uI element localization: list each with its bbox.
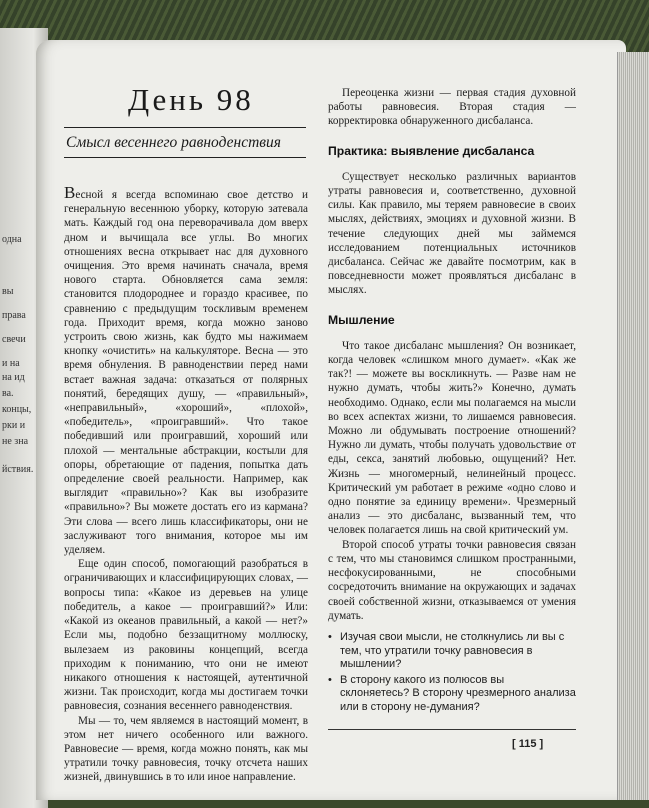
left-fragment: одна <box>2 234 22 245</box>
list-item: • В сторону какого из полюсов вы склоняетесь? В сторону чрезмерного анализа или в сторону не-думания? <box>328 674 576 715</box>
chapter-subtitle: Смысл весеннего равноденствия <box>66 134 281 151</box>
left-fragment: свечи <box>2 334 26 345</box>
section-heading-practice: Практика: выявление дисбаланса <box>328 143 535 158</box>
drop-cap: В <box>64 183 76 202</box>
paragraph: Что такое дисбаланс мышления? Он возникает, когда человек «слишком много думает». «Как же так?! — можете вы воскликнуть. — Разве нам не нужно думать, чтобы жить?» Конечно, думать необходимо. Однако, если мы полагаемся на мысли во всех аспектах жизни, то лишаемся равновесия. Можно ли обдумывать построение отношений? Нужно ли думать, чтобы получать удовольствие от еды, секса, занятий любовью, ощущений? Нет. Жизнь — многомерный, нелинейный процесс. Критический ум работает в режиме «одно слово и одно понятие за единицу времени». Чрезмерный анализ — это дисбаланс, вызванный тем, что человек полагается лишь на свой критический ум. <box>328 339 576 537</box>
paragraph: Еще один способ, помогающий разобраться в ограничивающих и классифицирующих словах, — вопросы типа: «Какое из деревьев на улице победитель, а какое — проигравший?» Или: «Какой из океанов правильный, а какой — нет?» Если мы, подобно беззащитному моллюску, вылезаем из раковины концепций, всегда приходим к пониманию, что они не имеют никакого отношения к настоящей, аутентичной жизни. Так происходит, когда мы достигаем точки равновесия, сознания весеннего равноденствия. <box>64 558 308 713</box>
paragraph: Мы — то, чем являемся в настоящий момент, в этом нет ничего особенного или важного. Равновесие — время, когда можно понять, как мы утратили точку равновесия, точку отсчета наших жизней, двинувшись в то или иное направление. <box>64 714 308 784</box>
paragraph: Переоценка жизни — первая стадия духовной работы равновесия. Вторая стадия — корректировка обнаруженного дисбаланса. <box>328 87 576 128</box>
left-fragment: вы <box>2 286 14 297</box>
left-fragment: рки и <box>2 420 26 431</box>
bullet-list <box>328 631 576 715</box>
intro-paragraph: Весной я всегда вспоминаю свое детство и генеральную весеннюю уборку, которую затевала мать. Каждый год она переворачивала дом вверх дном и вычищала все углы. Во многих отношениях весна открывает нас для духовного очищения. Это время начинать сначала, время нового старта. Обновляется сама земля: становится плодороднее и гораздо красивее, по сравнению с предыдущим тоскливым временем года. Приходит время, когда можно заново устроить свою жизнь, как будто мы нажимаем кнопку «очистить» на калькуляторе. Весна — это время обнуления. В равноденствии перед нами встает важная задача: отказаться от полярных понятий, бередящих душу, — «правильный», «неправильный», «хороший», «плохой», «победитель», «проигравший». Что такое победивший или проигравший, хороший или плохой — ментальные абстракции, костыли для опоры, обретающие от падения, попытка дать определение своей реальности. Например, как выглядит «правильно»? Как вы изобразите «правильно»? Вы можете достать его из кармана? Эти слова — всего лишь классификаторы, они не заслуживают того внимания, которое мы им уделяем. <box>64 183 308 557</box>
left-column <box>64 183 308 785</box>
left-fragment: концы, <box>2 404 32 415</box>
page-edges <box>617 52 649 800</box>
left-fragment: йствия. <box>2 464 34 475</box>
left-fragment: не зна <box>2 436 29 447</box>
left-fragment: права <box>2 310 26 321</box>
right-column <box>328 86 576 716</box>
page-number: [ 115 ] <box>512 738 544 750</box>
paragraph: Второй способ утраты точки равновесия связан с тем, что мы становимся слишком пространными, несфокусированными, не способными сосредоточить внимание на окружающих и задачах своей собственной жизни, отказываемся от умения думать. <box>328 538 576 622</box>
left-fragment: ва. <box>2 388 14 399</box>
footer-rule <box>328 729 576 730</box>
title-rule <box>64 127 306 128</box>
section-heading-thinking: Мышление <box>328 312 395 327</box>
left-fragment: и на <box>2 358 20 369</box>
left-fragment: на ид <box>2 372 25 383</box>
list-item: • Изучая свои мысли, не столкнулись ли вы с тем, что утратили точку равновесия в мышлении? <box>328 631 576 672</box>
paragraph: Существует несколько различных вариантов утраты равновесия и, соответственно, духовной силы. Как правило, мы теряем равновесие в своих мыслях, действиях, эмоциях и духовной жизни. В течение следующих дней мы займемся исследованием потенциальных источников дисбаланса. Сейчас же давайте посмотрим, как в повседневности может проявляться дисбаланс в мыслях. <box>328 170 576 297</box>
page-title: День 98 <box>128 82 254 117</box>
subtitle-rule <box>64 157 306 158</box>
